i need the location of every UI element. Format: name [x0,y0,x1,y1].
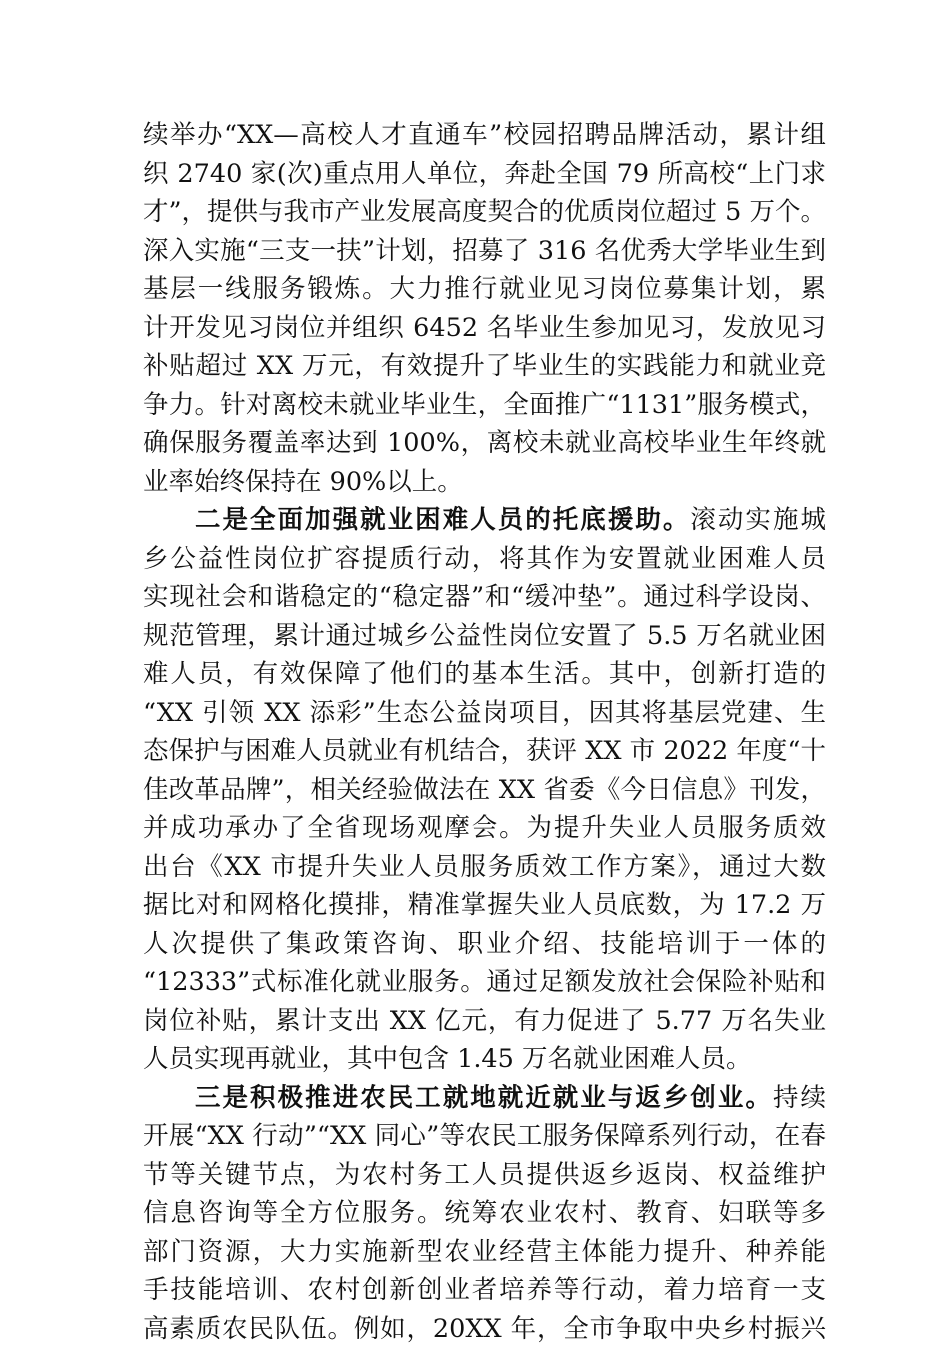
paragraph-line [143,1194,826,1233]
line-text: 开展“XX 行动”“XX 同心”等农民工服务保障系列行动，在春 [143,1121,826,1151]
paragraph-line [143,578,826,617]
paragraph-line [143,617,826,656]
line-text: 信息咨询等全方位服务。统筹农业农村、教育、妇联等多 [143,1198,826,1228]
paragraph-line [143,963,826,1002]
line-text: 争力。针对离校未就业毕业生，全面推广“1131”服务模式， [143,390,826,420]
line-text: 佳改革品牌”，相关经验做法在 XX 省委《今日信息》刊发， [143,775,826,805]
line-text: 业率始终保持在 90%以上。 [143,467,463,497]
line-text: 规范管理，累计通过城乡公益性岗位安置了 5.5 万名就业困 [143,621,826,651]
paragraph-line [143,1002,826,1041]
line-text: 基层一线服务锻炼。大力推行就业见习岗位募集计划，累 [143,274,826,304]
line-text: 难人员，有效保障了他们的基本生活。其中，创新打造的 [143,659,826,689]
line-text: 计开发见习岗位并组织 6452 名毕业生参加见习，发放见习 [143,313,826,343]
line-text: “12333”式标准化就业服务。通过足额发放社会保险补贴和 [143,967,826,997]
line-text: 持续 [773,1083,826,1113]
line-text: 部门资源，大力实施新型农业经营主体能力提升、种养能 [143,1237,826,1267]
paragraph-line [143,1079,826,1118]
paragraph-heading: 三是积极推进农民工就地就近就业与返乡创业。 [195,1083,773,1113]
line-text: 人员实现再就业，其中包含 1.45 万名就业困难人员。 [143,1044,752,1074]
line-text: 织 2740 家(次)重点用人单位，奔赴全国 79 所高校“上门求 [143,159,826,189]
paragraph-line [143,1233,826,1272]
paragraph-line [143,1040,826,1079]
paragraph-line [143,732,826,771]
document-body [143,116,826,1348]
line-text: 乡公益性岗位扩容提质行动，将其作为安置就业困难人员 [143,544,826,574]
paragraph-line [143,193,826,232]
paragraph-line [143,270,826,309]
line-text: 出台《XX 市提升失业人员服务质效工作方案》，通过大数 [143,852,826,882]
paragraph-line [143,771,826,810]
line-text: 人次提供了集政策咨询、职业介绍、技能培训于一体的 [143,929,826,959]
line-text: 续举办“XX—高校人才直通车”校园招聘品牌活动，累计组 [143,120,826,150]
paragraph-line [143,232,826,271]
paragraph-line [143,1271,826,1310]
paragraph-heading: 二是全面加强就业困难人员的托底援助。 [195,505,690,535]
paragraph-line [143,655,826,694]
paragraph-line [143,1310,826,1348]
line-text: “XX 引领 XX 添彩”生态公益岗项目，因其将基层党建、生 [143,698,826,728]
line-text: 节等关键节点，为农村务工人员提供返乡返岗、权益维护 [143,1160,826,1190]
paragraph-line [143,155,826,194]
line-text: 手技能培训、农村创新创业者培养等行动，着力培育一支 [143,1275,826,1305]
line-text: 并成功承办了全省现场观摩会。为提升失业人员服务质效 [143,813,826,843]
line-text: 岗位补贴，累计支出 XX 亿元，有力促进了 5.77 万名失业 [143,1006,826,1036]
paragraph-line [143,848,826,887]
paragraph-line [143,501,826,540]
line-text: 据比对和网格化摸排，精准掌握失业人员底数，为 17.2 万 [143,890,826,920]
paragraph-line [143,925,826,964]
paragraph-line [143,386,826,425]
line-text: 高素质农民队伍。例如，20XX 年，全市争取中央乡村振兴 [143,1314,826,1344]
paragraph-line [143,886,826,925]
paragraph-line [143,347,826,386]
line-text: 滚动实施城 [690,505,826,535]
paragraph-line [143,694,826,733]
paragraph-line [143,809,826,848]
line-text: 补贴超过 XX 万元，有效提升了毕业生的实践能力和就业竞 [143,351,826,381]
paragraph-line [143,424,826,463]
paragraph-line [143,309,826,348]
paragraph-line [143,463,826,502]
line-text: 实现社会和谐稳定的“稳定器”和“缓冲垫”。通过科学设岗、 [143,582,826,612]
paragraph-line [143,116,826,155]
line-text: 才”，提供与我市产业发展高度契合的优质岗位超过 5 万个。 [143,197,826,227]
paragraph-line [143,540,826,579]
paragraph-line [143,1156,826,1195]
line-text: 态保护与困难人员就业有机结合，获评 XX 市 2022 年度“十 [143,736,826,766]
line-text: 确保服务覆盖率达到 100%，离校未就业高校毕业生年终就 [143,428,826,458]
line-text: 深入实施“三支一扶”计划，招募了 316 名优秀大学毕业生到 [143,236,826,266]
paragraph-line [143,1117,826,1156]
